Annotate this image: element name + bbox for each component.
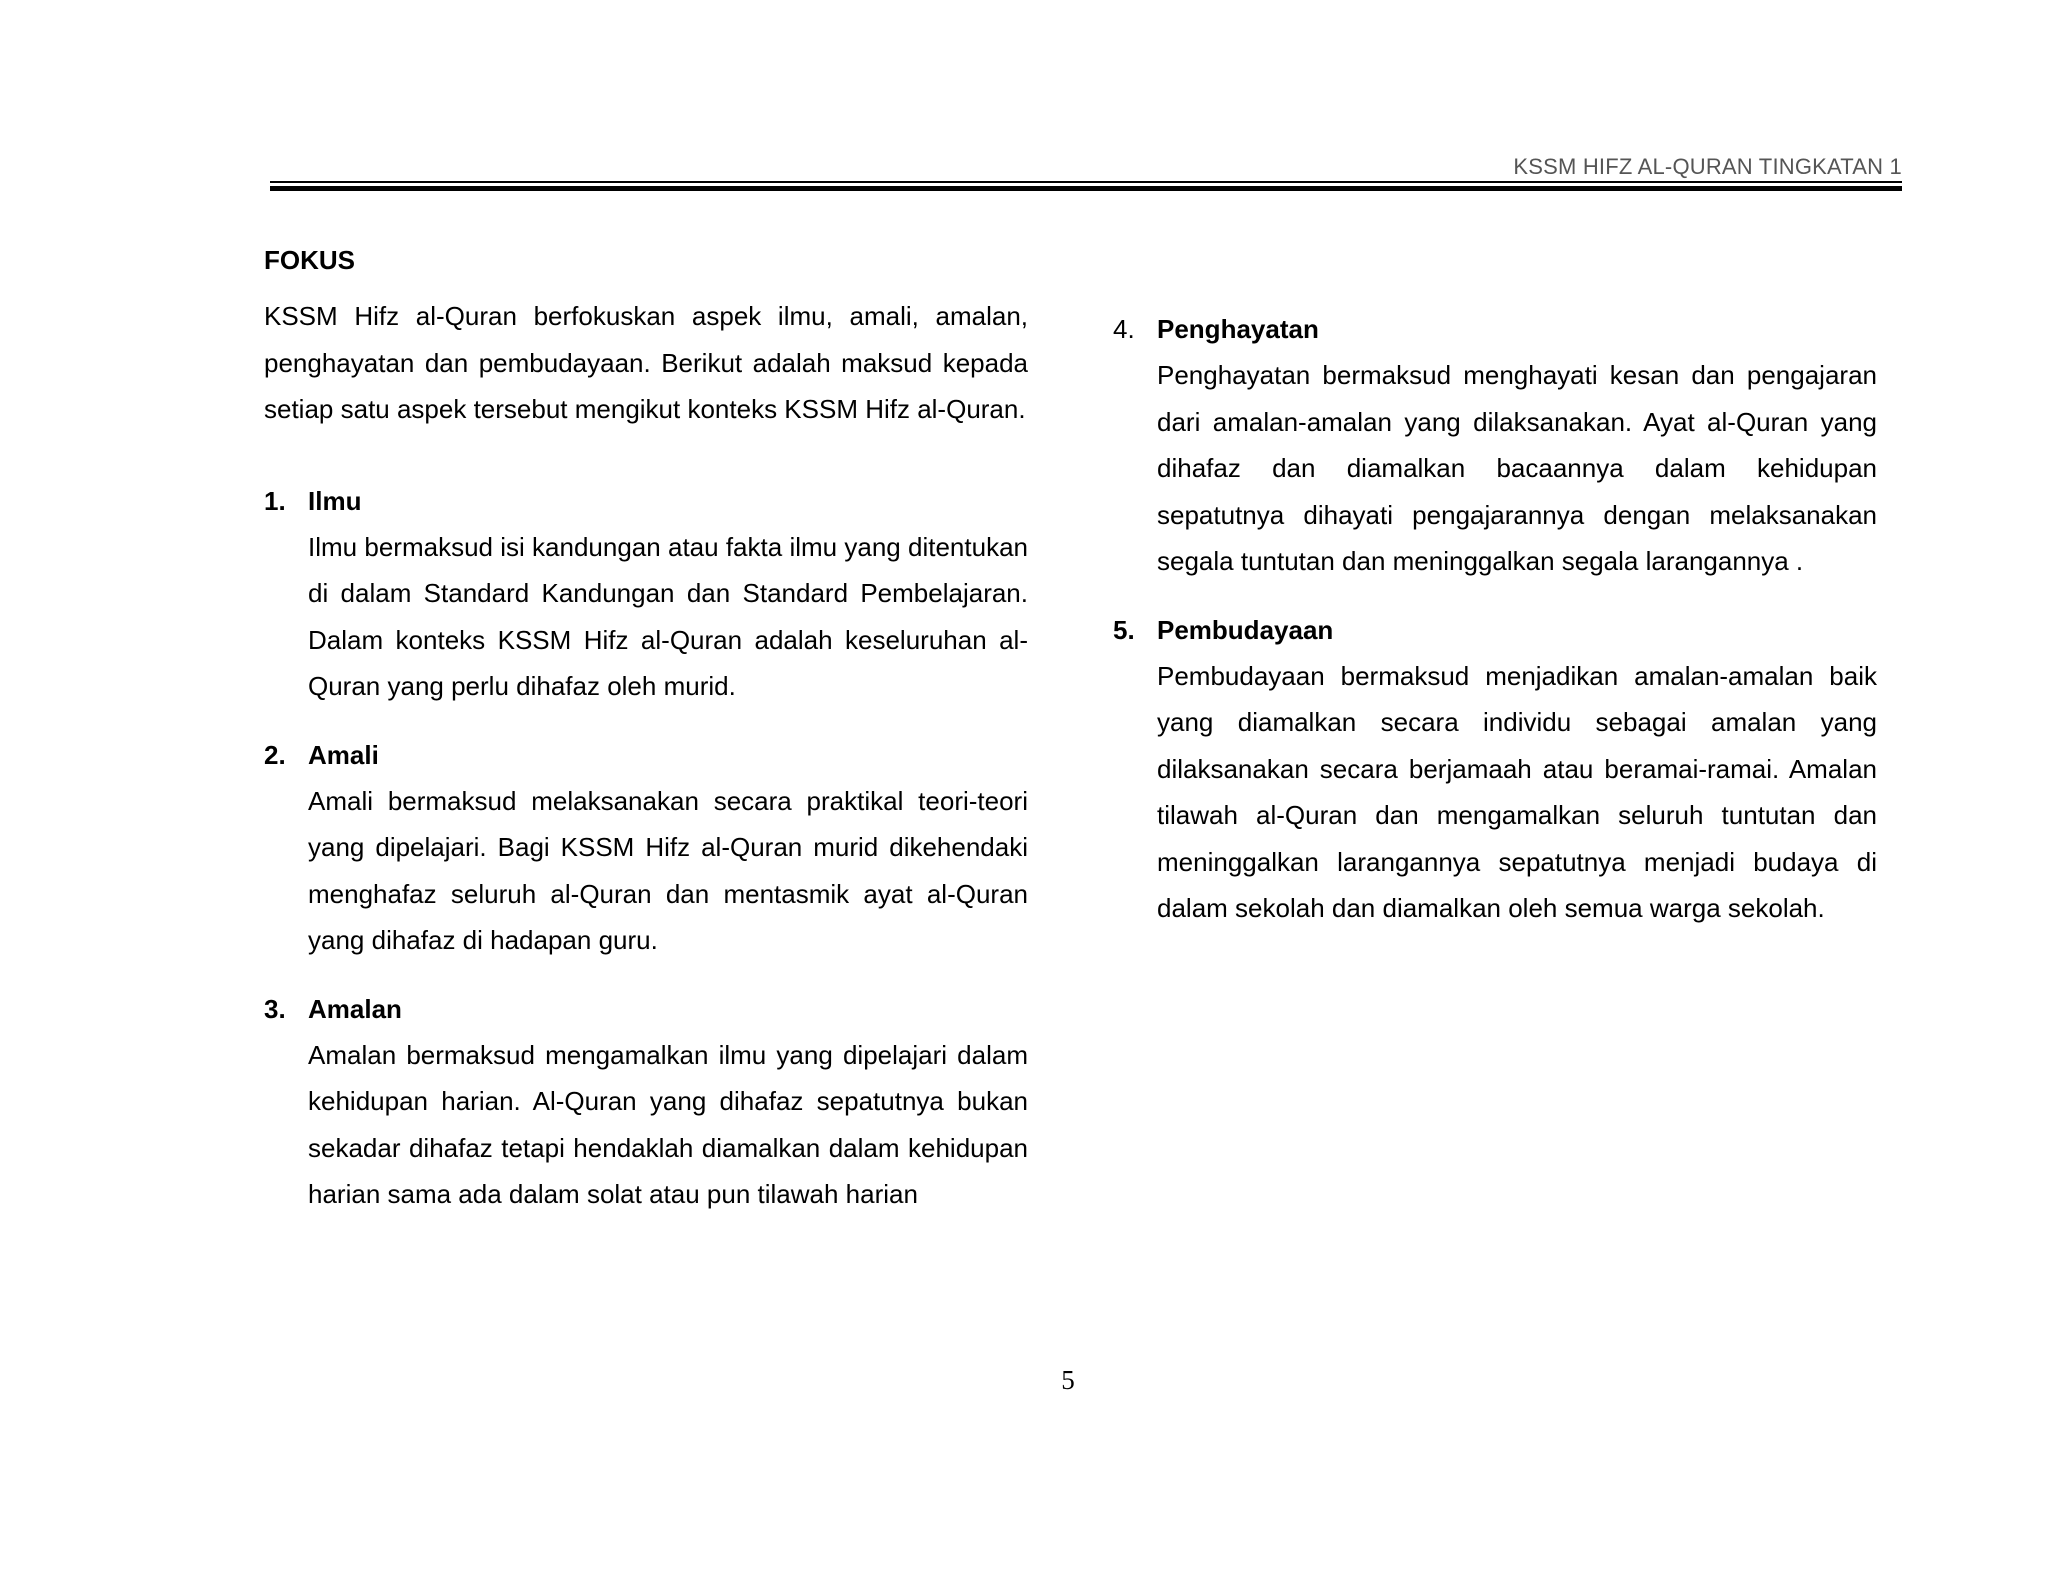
running-header: KSSM HIFZ AL-QURAN TINGKATAN 1	[1513, 154, 1902, 179]
intro-paragraph: KSSM Hifz al-Quran berfokuskan aspek ilmu, amali, amalan, penghayatan dan pembudayaan. Berikut adalah maksud kepada setiap satu aspek tersebut mengikut konteks KSSM Hifz al-Quran.	[264, 301, 1028, 424]
right-column	[1113, 306, 1877, 954]
section-heading: FOKUS	[264, 245, 355, 275]
item-number: 4.	[1113, 314, 1135, 344]
item-title: Penghayatan	[1157, 314, 1319, 344]
item-number: 3.	[264, 993, 286, 1024]
page-number: 5	[1061, 1365, 1075, 1395]
list-item-ilmu	[264, 478, 1028, 710]
item-title: Ilmu	[308, 485, 362, 516]
item-body: Pembudayaan bermaksud menjadikan amalan-amalan baik yang diamalkan secara individu sebagai amalan yang dilaksanakan secara berjamaah atau beramai-ramai. Amalan tilawah al-Quran dan mengamalkan seluruh tuntutan dan meninggalkan larangannya sepatutnya menjadi budaya di dalam sekolah dan diamalkan oleh semua warga sekolah.	[1157, 660, 1877, 923]
list-item-pembudayaan	[1113, 607, 1877, 932]
item-body: Ilmu bermaksud isi kandungan atau fakta ilmu yang ditentukan di dalam Standard Kandungan dan Standard Pembelajaran. Dalam konteks KSSM Hifz al-Quran adalah keseluruhan al-Quran yang perlu dihafaz oleh murid.	[308, 531, 1028, 701]
item-number: 2.	[264, 739, 286, 770]
item-number: 1.	[264, 485, 286, 516]
list-item-amali	[264, 732, 1028, 964]
left-column	[264, 237, 1028, 1240]
item-title: Amalan	[308, 993, 402, 1024]
list-item-penghayatan	[1113, 306, 1877, 585]
item-body: Amali bermaksud melaksanakan secara praktikal teori-teori yang dipelajari. Bagi KSSM Hifz al-Quran murid dikehendaki menghafaz seluruh al-Quran dan mentasmik ayat al-Quran yang dihafaz di hadapan guru.	[308, 785, 1028, 955]
list-item-amalan	[264, 986, 1028, 1218]
item-body: Amalan bermaksud mengamalkan ilmu yang dipelajari dalam kehidupan harian. Al-Quran yang dihafaz sepatutnya bukan sekadar dihafaz tetapi hendaklah diamalkan dalam kehidupan harian sama ada dalam solat atau pun tilawah harian	[308, 1039, 1028, 1209]
item-body: Penghayatan bermaksud menghayati kesan dan pengajaran dari amalan-amalan yang dilaksanakan. Ayat al-Quran yang dihafaz dan diamalkan bacaannya dalam kehidupan sepatutnya dihayati pengajarannya dengan melaksanakan segala tuntutan dan meninggalkan segala larangannya .	[1157, 360, 1877, 576]
item-title: Amali	[308, 739, 379, 770]
item-number: 5.	[1113, 614, 1135, 645]
header-rule-thick	[270, 186, 1902, 191]
item-title: Pembudayaan	[1157, 614, 1334, 645]
header-rule-thin	[270, 181, 1902, 183]
